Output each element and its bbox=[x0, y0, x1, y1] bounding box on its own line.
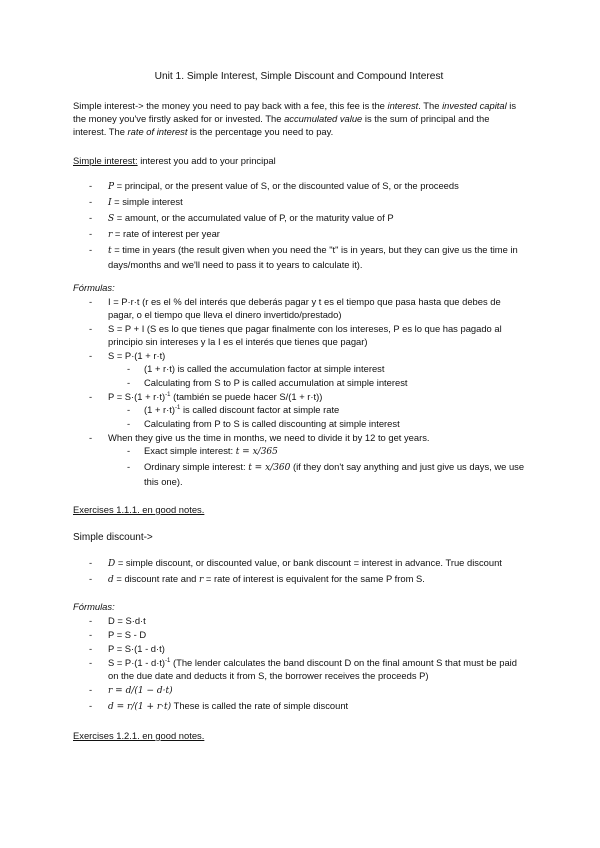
exercises-1-1-1: Exercises 1.1.1. en good notes. bbox=[73, 504, 205, 515]
formula-item: - D = S·d·t bbox=[73, 614, 525, 627]
simple-interest-heading bbox=[73, 154, 525, 167]
math-symbol: S bbox=[108, 214, 115, 224]
formula-sublist bbox=[108, 444, 525, 488]
definition-item bbox=[73, 179, 525, 194]
formula-note: (The lender calculates the band discount D on the final amount S that must be paid on the due date and deducts it from S, the borrower receives the proceeds P) bbox=[108, 657, 517, 681]
math-symbol: t bbox=[108, 246, 112, 256]
formula-text: Ordinary simple interest: bbox=[144, 461, 249, 472]
definition-item bbox=[73, 227, 525, 242]
simple-discount-definitions bbox=[73, 556, 525, 587]
intro-em-rate-of-interest: rate of interest bbox=[127, 126, 188, 137]
document-title: Unit 1. Simple Interest, Simple Discount and Compound Interest bbox=[154, 71, 444, 82]
intro-em-interest: interest bbox=[387, 100, 419, 111]
formula-item bbox=[73, 431, 525, 488]
intro-text-3: is the money you've firstly asked for or invested. The bbox=[73, 100, 517, 124]
formula-subitem bbox=[108, 460, 525, 488]
formula-subitem bbox=[108, 403, 525, 416]
definition-text: = principal, or the present value of S, or the discounted value of S, or the proceeds bbox=[114, 180, 459, 191]
math-expression: t = x/360 bbox=[248, 463, 291, 473]
intro-paragraph bbox=[73, 99, 525, 138]
formula-item: - S = P + I (S es lo que tienes que pagar finalmente con los intereses, P es lo que has pagado al principio sin intereses y la I es el interés que tienes que pagar) bbox=[73, 322, 525, 348]
formula-item: - P = S - D bbox=[73, 628, 525, 641]
definition-item bbox=[73, 211, 525, 226]
definition-item bbox=[73, 243, 525, 271]
formula-text: When they give us the time in months, we need to divide it by 12 to get years. bbox=[108, 432, 430, 443]
formula-exponent: -1 bbox=[175, 405, 181, 411]
formula-subitem bbox=[108, 444, 525, 459]
formula-text: (1 + r·t) bbox=[144, 404, 175, 415]
definition-text: = rate of interest per year bbox=[112, 228, 220, 239]
formula-subitem: - (1 + r·t) is called the accumulation factor at simple interest bbox=[108, 362, 525, 375]
simple-interest-formulas-label: Fórmulas: bbox=[73, 282, 115, 293]
simple-interest-formulas bbox=[73, 295, 525, 488]
intro-text-4: is the sum of principal and the interest. The bbox=[73, 113, 490, 137]
formula-note: These is called the rate of simple discount bbox=[171, 700, 349, 711]
math-expression: r = d/(1 − d·t) bbox=[108, 686, 173, 696]
math-symbol: r bbox=[198, 575, 204, 585]
formula-text: P = S·(1 + r·t) bbox=[108, 391, 166, 402]
formula-item bbox=[73, 683, 525, 698]
intro-text-5: is the percentage you need to pay. bbox=[187, 126, 334, 137]
definition-text: = discount rate and bbox=[113, 573, 199, 584]
definition-text: = simple interest bbox=[111, 196, 183, 207]
math-symbol: P bbox=[108, 182, 115, 192]
formula-item: - I = P·r·t (r es el % del interés que deberás pagar y t es el tiempo que pasa hasta que debes de pagar, o el tiempo que lleva el dinero invertido/prestado) bbox=[73, 295, 525, 321]
simple-discount-formulas bbox=[73, 614, 525, 714]
formula-text: S = P·(1 + r·t) bbox=[108, 350, 166, 361]
simple-interest-heading-rest: interest you add to your principal bbox=[137, 155, 276, 166]
formula-exponent: -1 bbox=[165, 392, 171, 398]
math-expression: d = r/(1 + r·t) bbox=[108, 702, 172, 712]
formula-subitem: - Calculating from P to S is called discounting at simple interest bbox=[108, 417, 525, 430]
math-symbol: D bbox=[108, 559, 116, 569]
formula-subitem: - Calculating from S to P is called accumulation at simple interest bbox=[108, 376, 525, 389]
definition-text: = rate of interest is equivalent for the same P from S. bbox=[203, 573, 425, 584]
math-expression: t = x/365 bbox=[235, 447, 278, 457]
math-symbol: d bbox=[108, 575, 114, 585]
simple-interest-definitions bbox=[73, 179, 525, 271]
simple-interest-heading-label: Simple interest: bbox=[73, 155, 138, 166]
definition-text: = simple discount, or discounted value, or bank discount = interest in advance. True discount bbox=[115, 557, 502, 568]
intro-em-invested-capital: invested capital bbox=[442, 100, 507, 111]
simple-discount-heading: Simple discount-> bbox=[73, 532, 153, 543]
exercises-1-2-1: Exercises 1.2.1. en good notes. bbox=[73, 730, 205, 741]
formula-item: - P = S·(1 - d·t) bbox=[73, 642, 525, 655]
definition-item bbox=[73, 556, 525, 571]
intro-text-2: . The bbox=[418, 100, 443, 111]
formula-note: (también se puede hacer S/(1 + r·t)) bbox=[170, 391, 323, 402]
definition-text: = time in years (the result given when you need the "t" is in years, but they can give us the time in days/months and we'll need to pass it to years to calculate it). bbox=[108, 244, 518, 270]
formula-item bbox=[73, 656, 525, 682]
formula-sublist bbox=[108, 362, 525, 389]
intro-em-accumulated-value: accumulated value bbox=[284, 113, 363, 124]
formula-exponent: -1 bbox=[165, 658, 171, 664]
formula-item bbox=[73, 390, 525, 430]
formula-sublist bbox=[108, 403, 525, 430]
math-symbol: I bbox=[108, 198, 112, 208]
math-symbol: r bbox=[108, 230, 113, 240]
simple-discount-formulas-label: Fórmulas: bbox=[73, 601, 115, 612]
formula-note: (if they don't say anything and just give us days, we use this one). bbox=[144, 461, 525, 487]
definition-item bbox=[73, 572, 525, 587]
formula-text: Exact simple interest: bbox=[144, 445, 236, 456]
formula-item bbox=[73, 699, 525, 714]
definition-item bbox=[73, 195, 525, 210]
formula-text: S = P·(1 - d·t) bbox=[108, 657, 166, 668]
intro-text-1: Simple interest-> the money you need to pay back with a fee, this fee is the bbox=[73, 100, 388, 111]
formula-note: is called discount factor at simple rate bbox=[180, 404, 340, 415]
definition-text: = amount, or the accumulated value of P, or the maturity value of P bbox=[114, 212, 394, 223]
formula-item bbox=[73, 349, 525, 389]
document-page bbox=[73, 70, 525, 742]
